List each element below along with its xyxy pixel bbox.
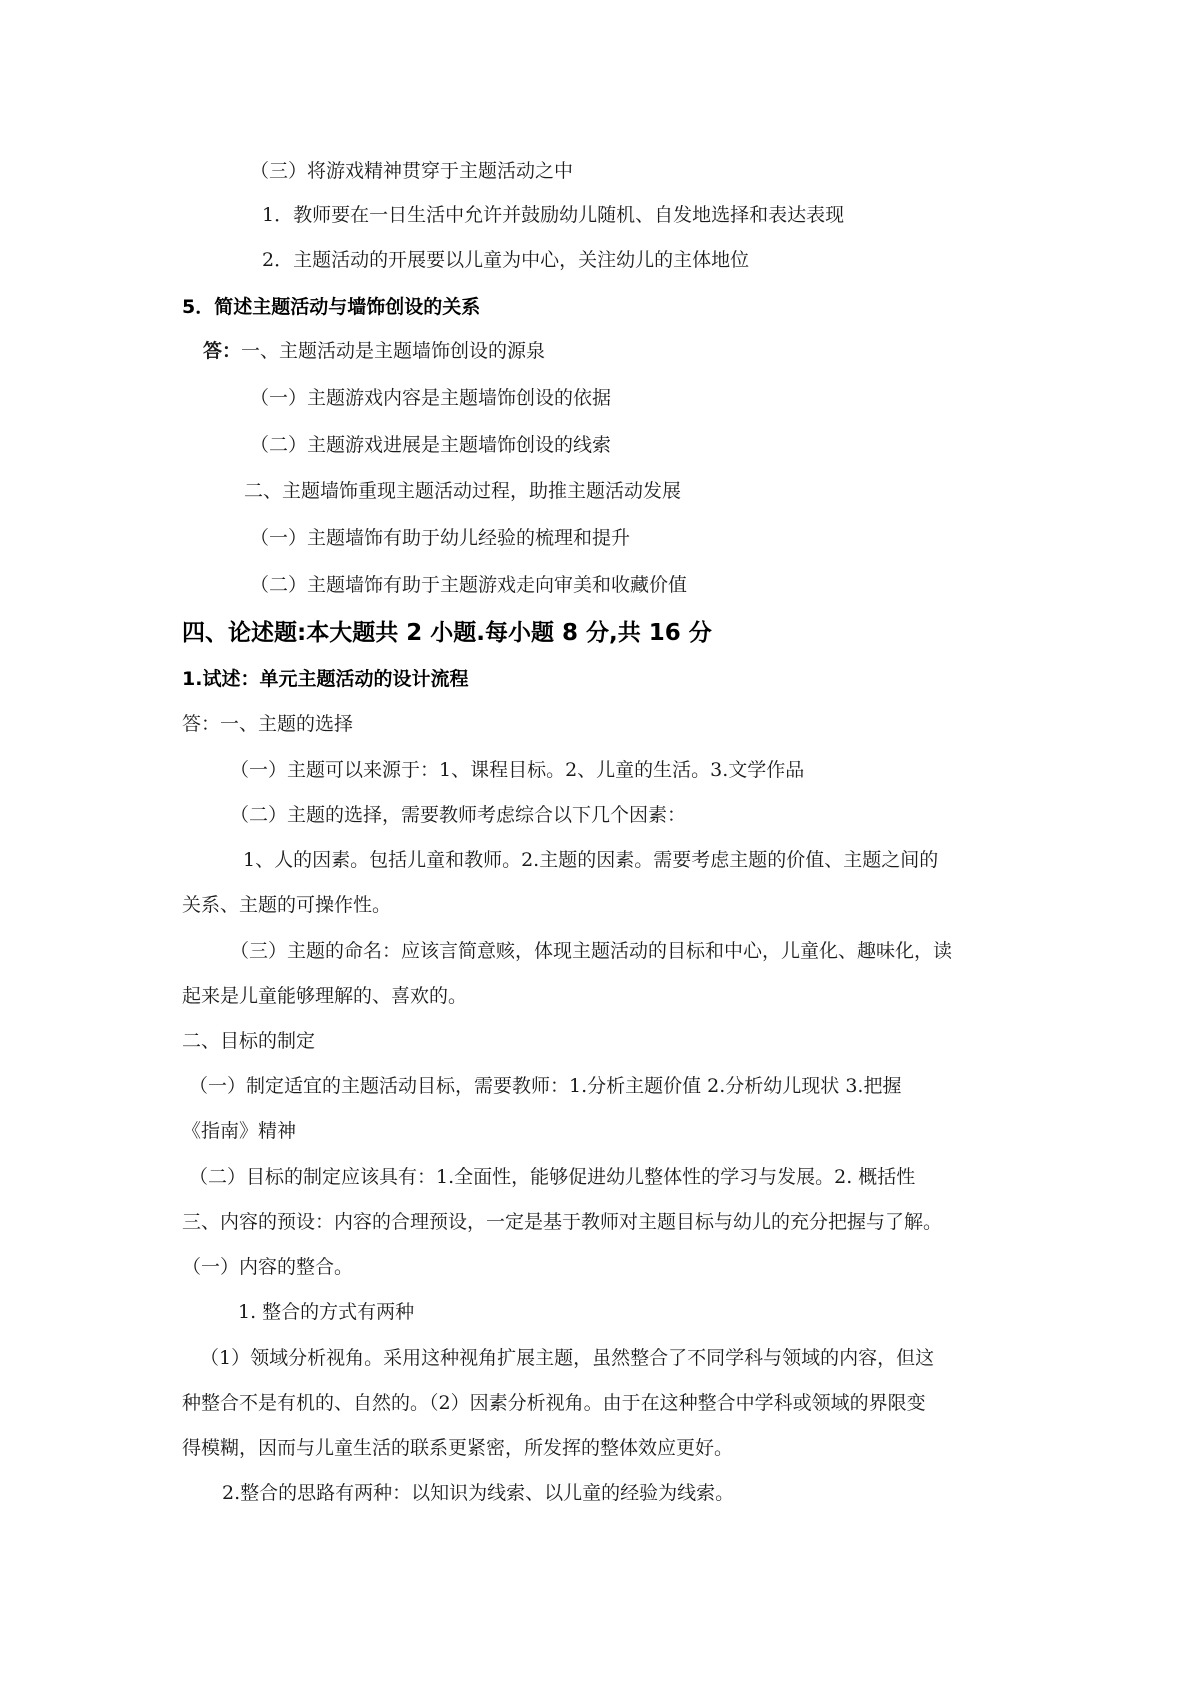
text-line: （一）主题游戏内容是主题墙饰创设的依据 <box>250 387 612 409</box>
text-line: （三）将游戏精神贯穿于主题活动之中 <box>250 160 574 182</box>
answer-text: 一、主题活动是主题墙饰创设的源泉 <box>241 340 546 362</box>
question-title: 1.试述：单元主题活动的设计流程 <box>182 668 469 690</box>
text-line: 三、内容的预设：内容的合理预设，一定是基于教师对主题目标与幼儿的充分把握与了解。 <box>182 1211 943 1233</box>
text-line: 1、人的因素。包括儿童和教师。2.主题的因素。需要考虑主题的价值、主题之间的 <box>243 849 939 871</box>
answer-label: 答： <box>203 340 242 362</box>
text-line: （一）内容的整合。 <box>182 1256 354 1278</box>
text-line: 种整合不是有机的、自然的。（2）因素分析视角。由于在这种整合中学科或领域的界限变 <box>182 1392 926 1414</box>
answer-line <box>203 338 545 364</box>
text-line: 2．主题活动的开展要以儿童为中心，关注幼儿的主体地位 <box>262 249 750 271</box>
text-line: （二）主题游戏进展是主题墙饰创设的线索 <box>250 434 612 456</box>
text-line: 关系、主题的可操作性。 <box>182 894 392 916</box>
text-line: 1．教师要在一日生活中允许并鼓励幼儿随机、自发地选择和表达表现 <box>262 204 845 226</box>
text-line: 起来是儿童能够理解的、喜欢的。 <box>182 985 468 1007</box>
text-line: 二、主题墙饰重现主题活动过程，助推主题活动发展 <box>244 480 682 502</box>
text-line: 二、目标的制定 <box>182 1030 316 1052</box>
text-line: （一）主题墙饰有助于幼儿经验的梳理和提升 <box>250 527 631 549</box>
text-line: （三）主题的命名：应该言简意赅，体现主题活动的目标和中心，儿童化、趣味化，读 <box>230 940 953 962</box>
text-line: （一）主题可以来源于：1、课程目标。2、儿童的生活。3.文学作品 <box>230 759 805 781</box>
text-line: 《指南》精神 <box>182 1120 297 1142</box>
text-line: 2.整合的思路有两种：以知识为线索、以儿童的经验为线索。 <box>222 1482 735 1504</box>
text-line: （1）领域分析视角。采用这种视角扩展主题，虽然整合了不同学科与领域的内容，但这 <box>200 1347 935 1369</box>
section-heading: 四、论述题:本大题共 2 小题.每小题 8 分,共 16 分 <box>182 620 712 646</box>
text-line: 答：一、主题的选择 <box>182 713 354 735</box>
text-line: 1. 整合的方式有两种 <box>238 1301 415 1323</box>
text-line: （二）主题的选择，需要教师考虑综合以下几个因素： <box>230 804 687 826</box>
text-line: （二）目标的制定应该具有：1.全面性，能够促进幼儿整体性的学习与发展。2. 概括性 <box>189 1166 916 1188</box>
text-line: 得模糊，因而与儿童生活的联系更紧密，所发挥的整体效应更好。 <box>182 1437 734 1459</box>
text-line: （二）主题墙饰有助于主题游戏走向审美和收藏价值 <box>250 574 688 596</box>
text-line: （一）制定适宜的主题活动目标，需要教师：1.分析主题价值 2.分析幼儿现状 3.把握 <box>189 1075 902 1097</box>
question-title: 5．简述主题活动与墙饰创设的关系 <box>182 296 481 318</box>
